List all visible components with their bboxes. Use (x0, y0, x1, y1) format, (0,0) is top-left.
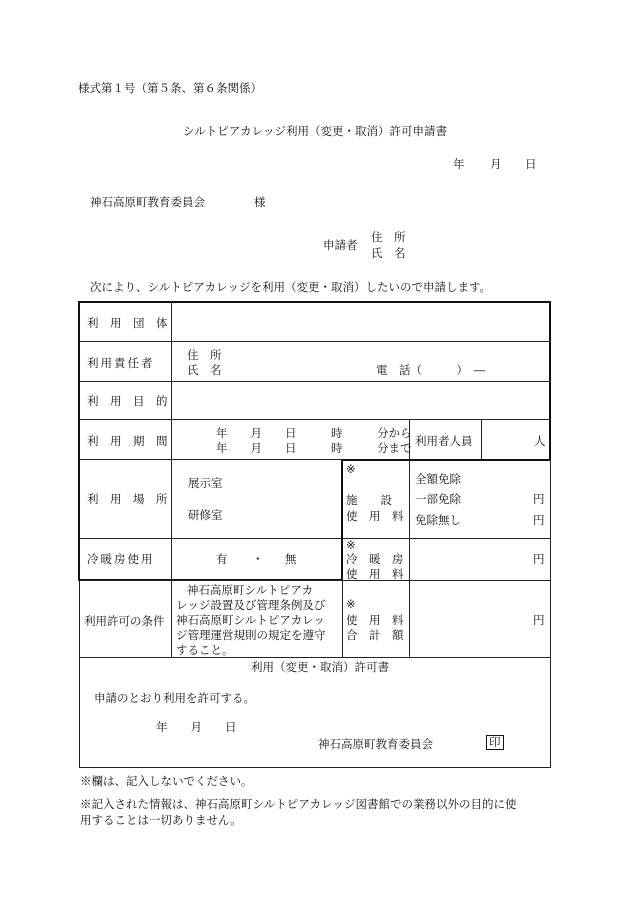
permit-title: 利用（変更・取消）許可書 (251, 660, 389, 674)
partial-exempt-yen: 円 (533, 492, 545, 506)
ac-dot: ・ (252, 552, 264, 566)
applicant-name-label: 氏 名 (371, 246, 406, 260)
applicant-address-label: 住 所 (371, 230, 406, 244)
seal-mark: 印 (486, 735, 504, 750)
no-exempt-yen: 円 (533, 513, 545, 527)
applicant-label: 申請者 (323, 238, 358, 252)
total-fee-label-1: 使 用 料 (346, 613, 404, 627)
date-day: 日 (525, 157, 537, 171)
conditions-line-4: ジ管理運営規則の規定を遵守 (176, 628, 326, 642)
responsible-address-label: 住 所 (187, 348, 222, 362)
label-purpose: 利 用 目 的 (87, 394, 168, 408)
period-to: 年 月 日 時 分まで (216, 441, 412, 455)
intro-text: 次により、シルトピアカレッジを利用（変更・取消）したいので申請します。 (90, 280, 492, 294)
ac-fee-label-2: 使 用 料 (346, 567, 404, 581)
place-exhibition: 展示室 (188, 476, 223, 490)
conditions-line-2: レッジ設置及び管理条例及び (176, 598, 326, 612)
permit-text: 申請のとおり利用を許可する。 (94, 691, 255, 705)
phone-label: 電 話（ ） ― (376, 363, 486, 377)
label-group: 利 用 団 体 (87, 316, 168, 330)
ac-no: 無 (285, 552, 297, 566)
label-responsible: 利用責任者 (87, 356, 155, 370)
note-1: ※欄は、記入しないでください。 (80, 774, 253, 788)
permit-issuer: 神石高原町教育委員会 (318, 737, 433, 751)
facility-mark: ※ (346, 462, 356, 476)
ac-yes: 有 (216, 552, 228, 566)
document-title: シルトピアカレッジ利用（変更・取消）許可申請書 (183, 124, 447, 138)
ac-fee-label-1: 冷 暖 房 (346, 552, 404, 566)
users-label: 利用者人員 (415, 434, 473, 448)
users-unit: 人 (534, 434, 546, 448)
total-yen: 円 (533, 613, 545, 627)
responsible-name-label: 氏 名 (187, 363, 222, 377)
permit-date: 年 月 日 (156, 720, 237, 734)
addressee-suffix: 様 (254, 195, 266, 209)
label-conditions: 利用許可の条件 (84, 614, 165, 628)
note-3: 用することは一切ありません。 (80, 813, 242, 827)
label-ac: 冷暖房使用 (87, 552, 155, 566)
conditions-line-3: 神石高原町シルトピアカレッ (176, 613, 325, 627)
place-training: 研修室 (188, 508, 223, 522)
addressee: 神石高原町教育委員会 (90, 195, 205, 209)
total-mark: ※ (346, 597, 356, 611)
date-year: 年 (453, 157, 465, 171)
period-from: 年 月 日 時 分から (216, 426, 412, 440)
total-fee-label-2: 合 計 額 (346, 628, 404, 642)
facility-fee-label-1: 施 設 (346, 493, 392, 507)
conditions-line-5: すること。 (176, 643, 234, 657)
ac-yen: 円 (533, 552, 545, 566)
full-exempt: 全額免除 (415, 472, 461, 486)
partial-exempt: 一部免除 (415, 492, 461, 506)
no-exempt: 免除無し (415, 513, 461, 527)
date-month: 月 (490, 157, 502, 171)
note-2: ※記入された情報は、神石高原町シルトピアカレッジ図書館での業務以外の目的に使 (80, 797, 517, 811)
form-number: 様式第１号（第５条、第６条関係） (78, 81, 262, 95)
ac-mark: ※ (346, 538, 356, 552)
conditions-line-1: 神石高原町シルトピアカ (187, 583, 314, 597)
facility-fee-label-2: 使 用 料 (346, 509, 404, 523)
label-place: 利 用 場 所 (87, 492, 168, 506)
label-period: 利 用 期 間 (87, 434, 168, 448)
